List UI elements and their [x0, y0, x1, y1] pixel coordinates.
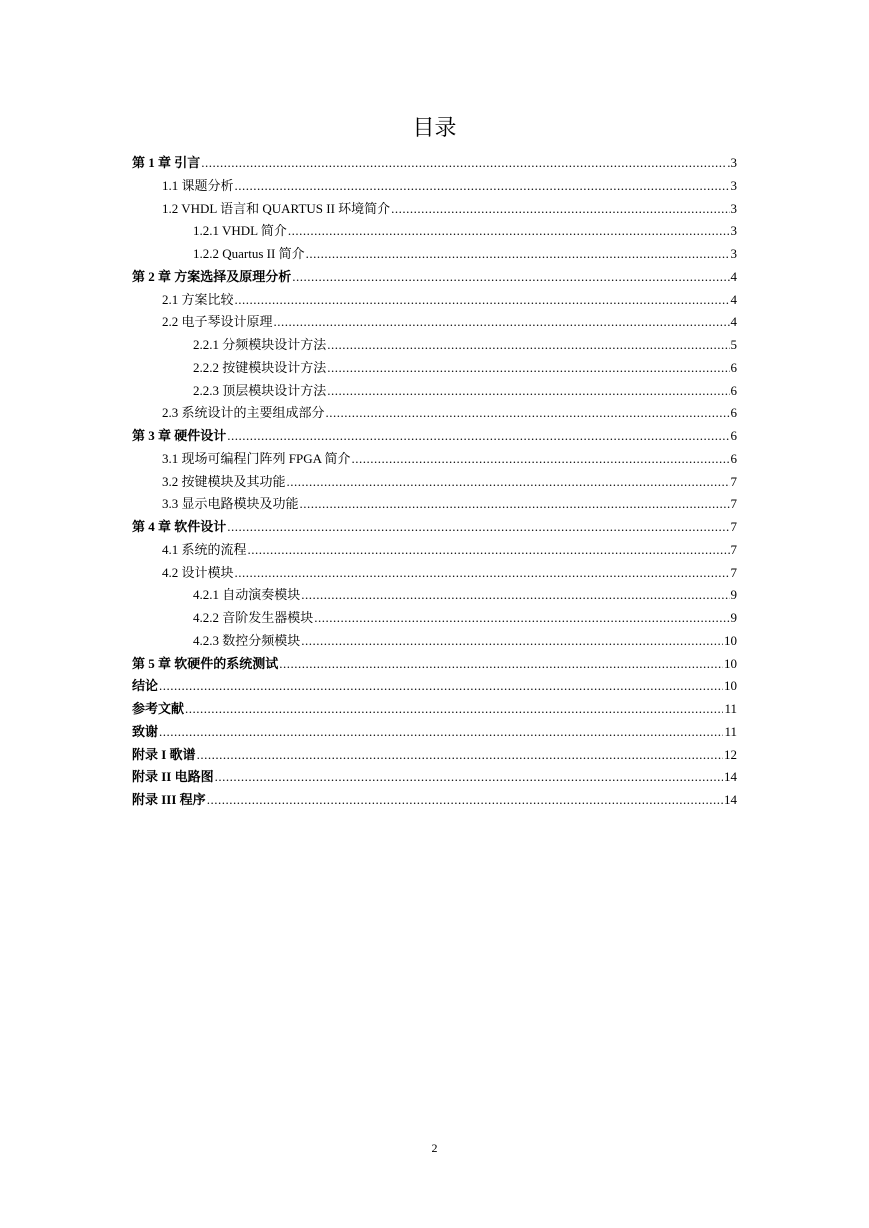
toc-entry-label: 3.3 显示电路模块及功能	[162, 496, 299, 512]
toc-dot-leader	[327, 380, 729, 403]
toc-entry-label: 附录 II 电路图	[132, 769, 214, 785]
toc-entry-label: 第 1 章 引言	[132, 155, 201, 170]
toc-entry[interactable]	[132, 448, 737, 471]
toc-dot-leader	[352, 448, 730, 471]
toc-entry-page: 6	[730, 382, 737, 398]
toc-entry[interactable]	[132, 721, 737, 744]
toc-entry-page: 9	[730, 610, 737, 625]
toc-entry[interactable]	[132, 607, 737, 630]
toc-entry[interactable]	[132, 425, 737, 448]
toc-entry-label: 致谢	[132, 723, 159, 739]
toc-dot-leader	[248, 539, 730, 562]
toc-entry-page: 4	[730, 291, 737, 307]
toc-entry-label: 2.2 电子琴设计原理	[162, 314, 273, 330]
toc-entry[interactable]	[132, 766, 737, 789]
toc-entry-label: 3.2 按键模块及其功能	[162, 473, 286, 489]
toc-dot-leader	[215, 766, 723, 789]
toc-dot-leader	[327, 334, 729, 357]
toc-dot-leader	[201, 152, 726, 175]
toc-dot-leader	[301, 630, 723, 653]
toc-entry-page: 10	[724, 678, 737, 694]
toc-entry[interactable]	[132, 698, 737, 721]
toc-entry-page: 9	[730, 587, 737, 603]
toc-dot-leader	[235, 562, 730, 585]
toc-entry-label: 1.2.2 Quartus II 简介	[193, 246, 305, 261]
toc-entry[interactable]	[132, 675, 737, 698]
toc-dot-leader	[235, 175, 730, 198]
toc-dot-leader	[327, 357, 729, 380]
toc-entry[interactable]	[132, 311, 737, 334]
toc-dot-leader	[326, 402, 730, 425]
toc-dot-leader	[227, 516, 729, 539]
toc-entry[interactable]	[132, 220, 737, 243]
toc-dot-leader	[306, 243, 730, 266]
toc-entry-page: 10	[724, 655, 737, 671]
toc-entry-label: 2.2.1 分频模块设计方法	[193, 337, 327, 352]
toc-entry-page: 6	[730, 450, 737, 466]
toc-entry-label: 4.2.1 自动演奏模块	[193, 587, 301, 603]
toc-entry[interactable]	[132, 175, 737, 198]
toc-entry-label: 1.1 课题分析	[162, 177, 234, 193]
toc-dot-leader	[314, 607, 729, 630]
toc-dot-leader	[207, 789, 723, 812]
toc-entry-page: 4	[730, 268, 737, 284]
table-of-contents	[132, 152, 737, 812]
toc-entry-label: 结论	[132, 678, 159, 694]
toc-entry[interactable]	[132, 789, 737, 812]
toc-entry-page: 6	[730, 359, 737, 375]
toc-entry-label: 3.1 现场可编程门阵列 FPGA 简介	[162, 450, 351, 466]
toc-entry-label: 附录 I 歌谱	[132, 746, 196, 762]
toc-entry-label: 4.2.3 数控分频模块	[193, 632, 301, 648]
toc-dot-leader	[227, 425, 729, 448]
toc-entry-label: 2.3 系统设计的主要组成部分	[162, 405, 325, 421]
toc-entry[interactable]	[132, 493, 737, 516]
toc-entry-label: 4.2.2 音阶发生器模块	[193, 610, 314, 625]
toc-entry-label: 附录 III 程序	[132, 792, 206, 807]
toc-entry[interactable]	[132, 198, 737, 221]
toc-entry-label: 1.2.1 VHDL 简介	[193, 223, 287, 239]
toc-entry-page: .3	[727, 155, 737, 170]
toc-entry[interactable]	[132, 402, 737, 425]
toc-entry-page: 14	[724, 792, 737, 807]
toc-entry-label: 4.2 设计模块	[162, 564, 234, 580]
toc-entry-label: 第 2 章 方案选择及原理分析	[132, 268, 292, 284]
toc-entry-page: 7	[730, 496, 737, 512]
toc-entry[interactable]	[132, 266, 737, 289]
toc-entry-label: 第 5 章 软硬件的系统测试	[132, 655, 279, 671]
toc-entry[interactable]	[132, 539, 737, 562]
toc-entry-page: 3	[730, 223, 737, 239]
toc-entry-page: 3	[730, 246, 737, 261]
toc-dot-leader	[159, 675, 723, 698]
toc-entry-page: 7	[730, 519, 737, 534]
toc-entry[interactable]	[132, 334, 737, 357]
toc-entry-label: 4.1 系统的流程	[162, 541, 247, 557]
page-title: 目录	[412, 115, 457, 140]
toc-dot-leader	[235, 289, 730, 312]
toc-dot-leader	[274, 311, 730, 334]
toc-entry-page: 3	[730, 200, 737, 216]
toc-entry-page: 4	[730, 314, 737, 330]
toc-dot-leader	[391, 198, 729, 221]
toc-entry-page: 3	[730, 177, 737, 193]
toc-dot-leader	[197, 744, 723, 767]
toc-entry-label: 第 3 章 硬件设计	[132, 428, 227, 443]
toc-dot-leader	[300, 493, 730, 516]
toc-entry-label: 2.2.3 顶层模块设计方法	[193, 382, 327, 398]
toc-entry[interactable]	[132, 516, 737, 539]
toc-entry-page: 14	[724, 769, 737, 785]
toc-dot-leader	[287, 471, 730, 494]
toc-entry-label: 2.1 方案比较	[162, 291, 234, 307]
toc-entry-page: 11	[724, 701, 737, 716]
page-number: 2	[431, 1141, 438, 1155]
toc-entry-page: 6	[730, 405, 737, 421]
toc-entry[interactable]	[132, 653, 737, 676]
toc-entry[interactable]	[132, 357, 737, 380]
toc-dot-leader	[301, 584, 729, 607]
toc-entry-label: 2.2.2 按键模块设计方法	[193, 359, 327, 375]
toc-entry[interactable]	[132, 584, 737, 607]
toc-entry[interactable]	[132, 744, 737, 767]
toc-entry[interactable]	[132, 152, 737, 175]
toc-entry[interactable]	[132, 471, 737, 494]
toc-entry-page: 10	[724, 632, 737, 648]
toc-entry-page: 6	[730, 428, 737, 443]
toc-dot-leader	[185, 698, 723, 721]
toc-entry-page: 12	[724, 746, 737, 762]
toc-dot-leader	[159, 721, 723, 744]
toc-entry[interactable]	[132, 243, 737, 266]
toc-entry[interactable]	[132, 630, 737, 653]
toc-entry-label: 第 4 章 软件设计	[132, 519, 227, 534]
toc-dot-leader	[279, 653, 723, 676]
toc-entry-page: 5	[730, 337, 737, 352]
toc-entry-page: 7	[730, 473, 737, 489]
toc-entry-label: 参考文献	[132, 701, 185, 716]
toc-entry[interactable]	[132, 562, 737, 585]
toc-entry-page: 7	[730, 564, 737, 580]
toc-dot-leader	[292, 266, 729, 289]
toc-entry[interactable]	[132, 380, 737, 403]
toc-entry[interactable]	[132, 289, 737, 312]
toc-entry-label: 1.2 VHDL 语言和 QUARTUS II 环境简介	[162, 200, 391, 216]
toc-entry-page: 11	[724, 723, 737, 739]
toc-entry-page: 7	[730, 541, 737, 557]
toc-dot-leader	[288, 220, 730, 243]
